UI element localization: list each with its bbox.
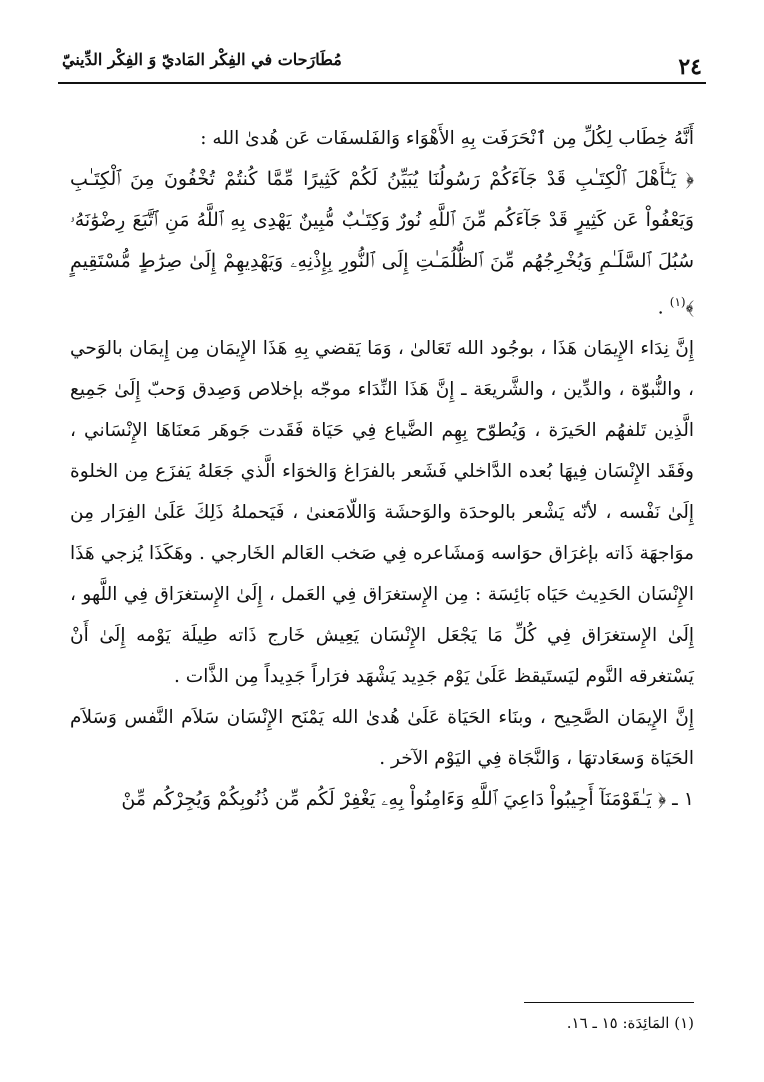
footnote-divider [524,1002,694,1003]
main-text [70,118,694,820]
paragraph-2: إِنَّ الإِيمَان الصَّحِيح ، وبنَاء الحَيَاة عَلَىٰ هُدىٰ الله يَمْنَح الإِنْسَان سَلاَم النَّفس وَسَلاَم الحَيَاة وَسعَادتهَا ، وَالنَّجَاة فِي اليَوْم الآخر . [70,707,694,770]
running-header [58,40,706,84]
paragraph-1: إِنَّ نِدَاء الإِيمَان هَذَا ، بوجُود الله تَعَالىٰ ، وَمَا يَقضي بِهِ هَذَا الإِيمَان مِن إِيمَان بالوَحي ، والنُّبوّة ، والدِّين ، والشَّريعَة ـ إِنَّ هَذَا النِّدَاء موجّه بإخلاص وَصِدق وَحبّ إِلَىٰ جَمِيع الَّذِين تَلفهُم الحَيرَة ، وَيُطوّح بِهِم الضَّياع فِي حَيَاة فَقَدت جَوهَر مَعنَاهَا الإِنْسَاني ، وفَقَد الإِنْسَان فِيهَا بُعده الدَّاخلي فَشَعر بالفرَاغ وَالخوَاء الَّذي جَعَلهُ يَفزَع مِن الخلوة إِلَىٰ نَفْسه ، لأنّه يَشْعر بالوحدَة والوَحشَة وَاللّامَعنىٰ ، فَيَحملهُ ذَلِكَ عَلَىٰ الفِرَار مِن موَاجهَة ذَاته بإغرَاق حوَاسه وَمشَاعره فِي صَخب العَالم الخَارجي . وهَكَذَا يُزجي هَذَا الإِنْسَان الحَدِيث حَيَاه بَائِسَة : مِن الإِستغرَاق فِي العَمل ، إِلَىٰ الإِستغرَاق فِي اللَّهو ، إِلَىٰ الإِستغرَاق فِي كُلِّ مَا يَجْعَل الإِنْسَان يَعِيش خَارج ذَاته طِيلَة يَوْمه إِلَىٰ أَنْ يَسْتغرقه النَّوم ليَستَيقظ عَلَىٰ يَوْم جَدِيد يَشْهَد فرَاراً جَدِيداً مِن الذَّات . [70,338,694,688]
footnote: (١) المَائِدَة: ١٥ ـ ١٦. [566,1014,694,1032]
footnote-marker: (١) [669,295,686,309]
quran-verse [70,159,694,328]
book-title: مُطَارَحات في الفِكْر المَاديّ وَ الفِكْر الدِّينيّ [62,50,342,69]
intro-line: أَنَّهُ خِطَاب لِكُلِّ مِن ٱنْحَرَفَت بِهِ الأَهْوَاء وَالفَلسفَات عَن هُدىٰ الله : [200,128,694,149]
verse-end: . [657,296,670,319]
page-number: ٢٤ [678,54,702,80]
verse-text: ﴿ يَـٰٓأَهْلَ ٱلْكِتَـٰبِ قَدْ جَآءَكُمْ رَسُولُنَا يُبَيِّنُ لَكُمْ كَثِيرًا مِّمَّا كُنتُمْ تُخْفُونَ مِنَ ٱلْكِتَـٰبِ وَيَعْفُواْ عَن كَثِيرٍ قَدْ جَآءَكُم مِّنَ ٱللَّهِ نُورٌ وَكِتَـٰبٌ مُّبِينٌ يَهْدِى بِهِ ٱللَّهُ مَنِ ٱتَّبَعَ رِضْوَٰنَهُۥ سُبُلَ ٱلسَّلَـٰمِ وَيُخْرِجُهُم مِّنَ ٱلظُّلُمَـٰتِ إِلَى ٱلنُّورِ بِإِذْنِهِۦ وَيَهْدِيهِمْ إِلَىٰ صِرَٰطٍ مُّسْتَقِيمٍ ﴾ [70,168,694,319]
numbered-item-1: ١ ـ ﴿ يَـٰقَوْمَنَآ أَجِيبُواْ دَاعِيَ ٱللَّهِ وَءَامِنُواْ بِهِۦ يَغْفِرْ لَكُم مِّن ذُنُوبِكُمْ وَيُجِرْكُم مِّنْ [121,788,694,811]
